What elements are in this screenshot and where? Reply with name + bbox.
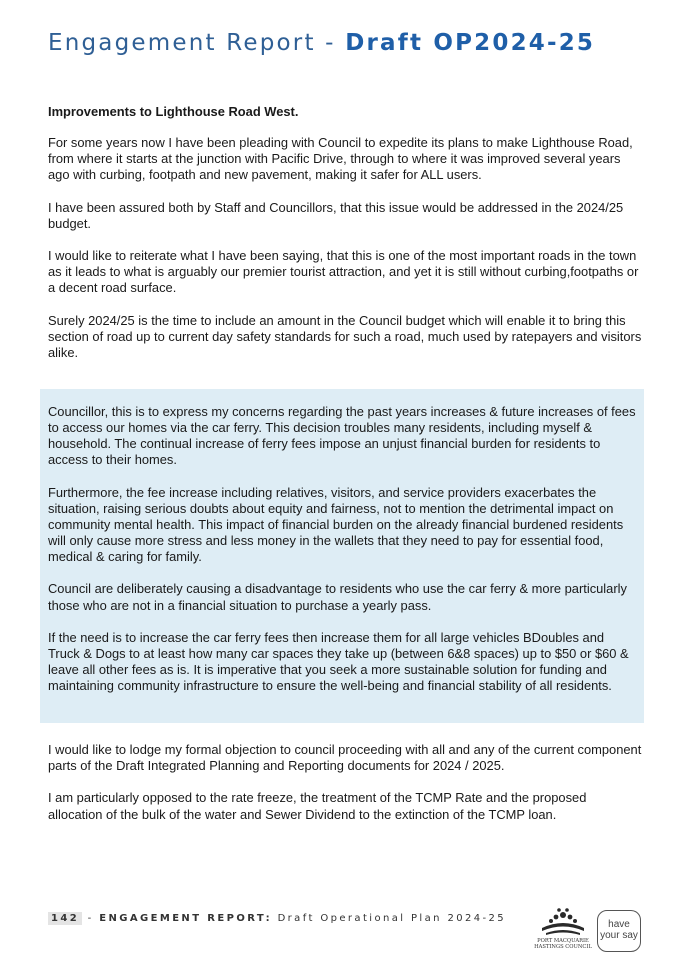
have-your-say-logo (597, 910, 641, 952)
page-footer (48, 913, 506, 924)
footer-label: ENGAGEMENT REPORT: (99, 913, 272, 924)
page-title (48, 30, 595, 56)
have-your-say-line1: have (608, 919, 630, 930)
submission-lighthouse-road (48, 104, 642, 377)
council-logo (532, 906, 594, 960)
submission-formal-objection (48, 742, 642, 839)
submission-paragraph: I am particularly opposed to the rate freeze, the treatment of the TCMP Rate and the proposed allocation of the bulk of the water and Sewer Dividend to the extinction of the TCMP loan. (48, 790, 587, 822)
submission-ferry-fees-highlight (40, 389, 644, 723)
submission-paragraph: For some years now I have been pleading with Council to expedite its plans to make Lighthouse Road, from where it starts at the junction with Pacific Drive, through to where it was improved several years ago with curbing, footpath and new pavement, making it safer for ALL users. (48, 135, 633, 183)
council-emblem-icon (532, 906, 594, 938)
title-bold: Draft OP2024-25 (345, 30, 596, 56)
submission-paragraph: I would like to reiterate what I have been saying, that this is one of the most important roads in the town as it leads to what is arguably our premier tourist attraction, and yet it is still without curbing,footpaths or a decent road surface. (48, 248, 639, 296)
submission-paragraph: Furthermore, the fee increase including relatives, visitors, and service providers exacerbates the situation, raising serious doubts about equity and fairness, not to mention the detrimental impact on community mental health. This impact of financial burden on the already financial burdened residents will only cause more stress and less money in the wallets that they need to pay for essential food, medical & caring for family. (48, 484, 624, 565)
submission-paragraph: Surely 2024/25 is the time to include an amount in the Council budget which will enable it to bring this section of road up to current day safety standards for such a road, much used by ratepayers and visitors alike. (48, 312, 642, 360)
page-number: 142 (48, 912, 82, 925)
council-name-line1: PORT MACQUARIE (537, 938, 589, 944)
submission-paragraph: Councillor, this is to express my concerns regarding the past years increases & future increases of fees to access our homes via the car ferry. This decision troubles many residents, including myself & household. The continual increase of ferry fees impose an unjust financial burden for residents to access to their homes. (48, 404, 636, 468)
footer-separator: - (82, 913, 100, 924)
footer-subtitle: Draft Operational Plan 2024-25 (271, 913, 507, 924)
title-prefix: Engagement Report - (48, 30, 346, 56)
submission-paragraph: I have been assured both by Staff and Councillors, that this issue would be addressed in the 2024/25 budget. (48, 199, 624, 231)
submission-paragraph: If the need is to increase the car ferry fees then increase them for all large vehicles BDoubles and Truck & Dogs to at least how many car spaces they take up (between 6&8 spaces) up to $50 or $60 & leave all other fees as is. It is imperative that you seek a more sustainable solution for funding and maintaining community infrastructure to ensure the well-being and financial stability of all residents. (48, 629, 629, 694)
submission-paragraph: I would like to lodge my formal objection to council proceeding with all and any of the current component parts of the Draft Integrated Planning and Reporting documents for 2024 / 2025. (48, 742, 642, 774)
submission-paragraph: Council are deliberately causing a disadvantage to residents who use the car ferry & more particularly those who are not in a financial situation to purchase a yearly pass. (48, 581, 627, 613)
submission-subject: Improvements to Lighthouse Road West. (48, 104, 299, 119)
council-name-line2: HASTINGS COUNCIL (534, 944, 592, 950)
have-your-say-line2: your say (600, 930, 638, 941)
